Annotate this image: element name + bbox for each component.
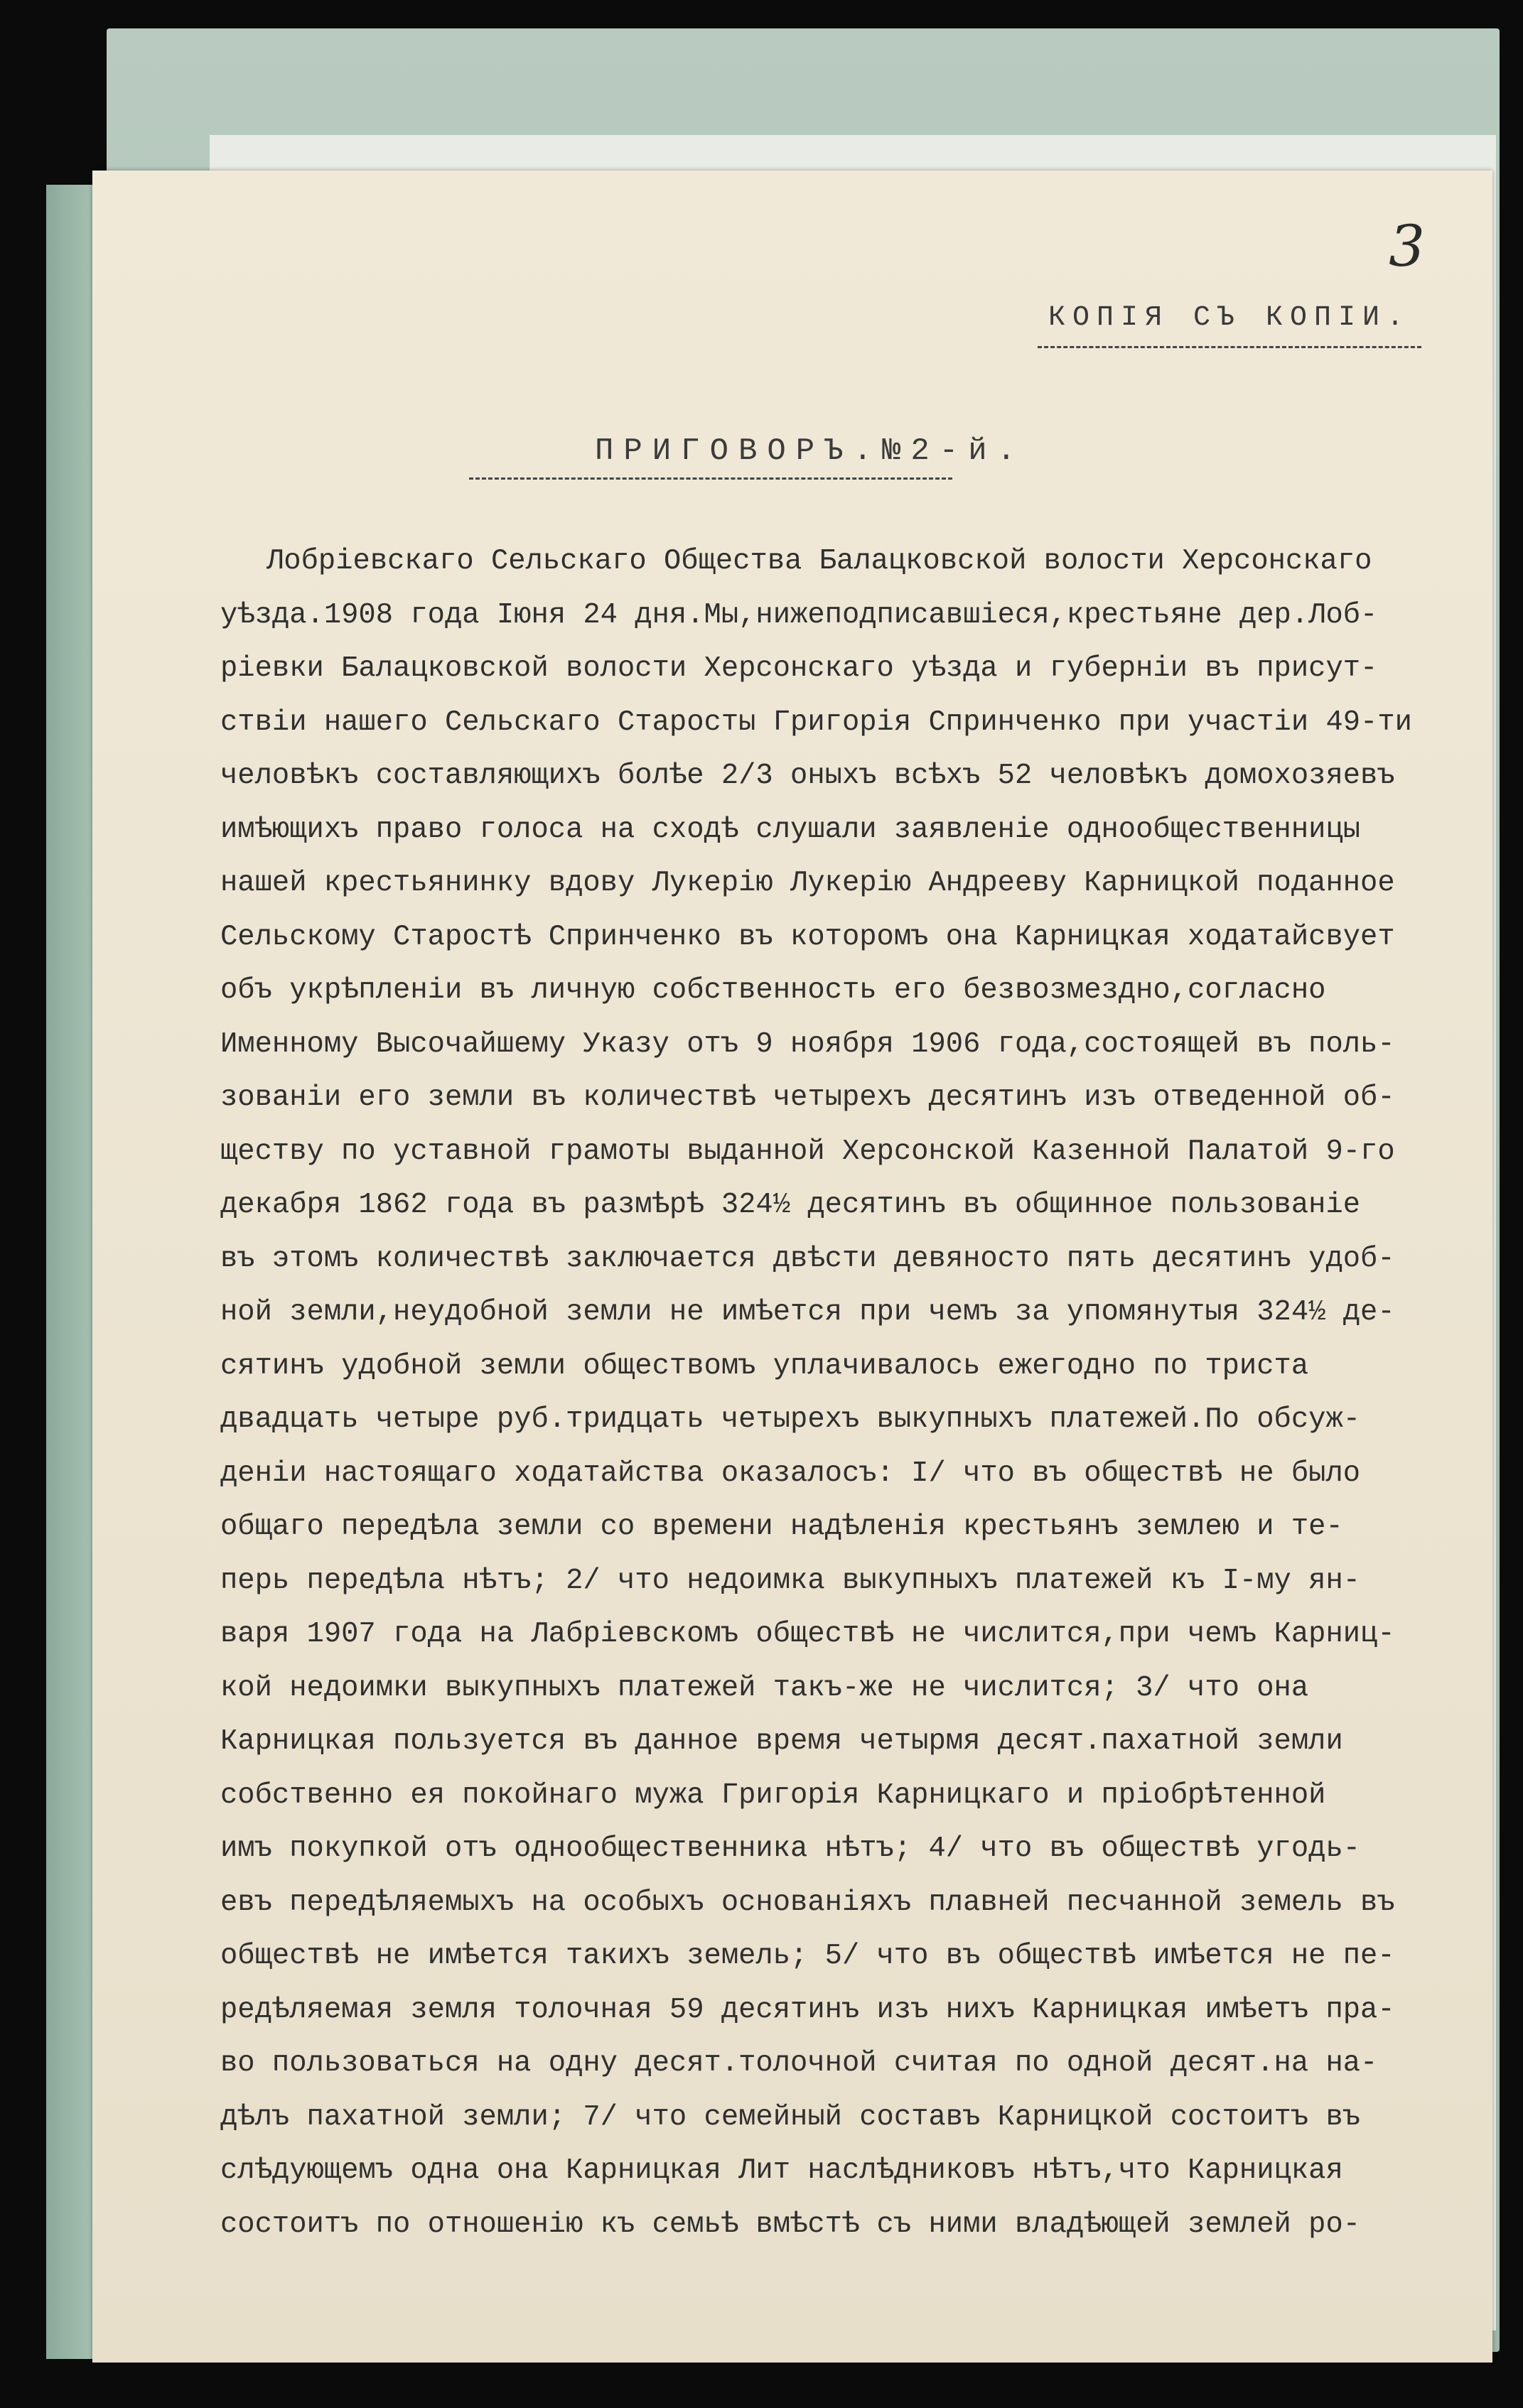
text-line: перь передѣла нѣтъ; 2/ что недоимка выкупныхъ платежей къ I-му ян-: [220, 1564, 1361, 1597]
text-line: ріевки Балацковской волости Херсонскаго уѣзда и губерніи въ присут-: [220, 652, 1378, 685]
text-line: объ укрѣпленіи въ личную собственность его безвозмездно,согласно: [220, 974, 1326, 1007]
text-line: уѣзда.1908 года Іюня 24 дня.Мы,нижеподписавшіеся,крестьяне дер.Лоб-: [220, 598, 1378, 632]
text-line: дѣлъ пахатной земли; 7/ что семейный составъ Карницкой состоитъ въ: [220, 2100, 1361, 2134]
text-line: Именному Высочайшему Указу отъ 9 ноября 1906 года,состоящей въ поль-: [220, 1027, 1395, 1061]
text-line: слѣдующемъ одна она Карницкая Лит наслѣдниковъ нѣтъ,что Карницкая: [220, 2154, 1343, 2187]
text-line: состоитъ по отношенію къ семьѣ вмѣстѣ съ ними владѣющей землей ро-: [220, 2208, 1361, 2241]
text-line: во пользоваться на одну десят.толочной считая по одной десят.на на-: [220, 2047, 1378, 2080]
document-title: ПРИГОВОРЪ.№2-й.: [594, 433, 1026, 469]
text-line: имѣющихъ право голоса на сходѣ слушали заявленіе однообщественницы: [220, 813, 1361, 846]
title-underline: [469, 477, 952, 480]
text-line: въ этомъ количествѣ заключается двѣсти девяносто пять десятинъ удоб-: [220, 1242, 1395, 1275]
text-line: кой недоимки выкупныхъ платежей такъ-же не числится; 3/ что она: [220, 1671, 1309, 1705]
text-line: двадцать четыре руб.тридцать четырехъ выкупныхъ платежей.По обсуж-: [220, 1403, 1361, 1436]
text-line: ной земли,неудобной земли не имѣется при чемъ за упомянутыя 324½ де-: [220, 1296, 1395, 1329]
text-line: обществѣ не имѣется такихъ земель; 5/ что въ обществѣ имѣется не пе-: [220, 1940, 1395, 1972]
text-line: Карницкая пользуется въ данное время четырмя десят.пахатной земли: [220, 1725, 1343, 1758]
text-line: декабря 1862 года въ размѣрѣ 324½ десятинъ въ общинное пользованіе: [220, 1189, 1361, 1221]
text-line: ществу по уставной грамоты выданной Херсонской Казенной Палатой 9-го: [220, 1135, 1395, 1168]
text-line: собственно ея покойнаго мужа Григорія Карницкаго и пріобрѣтенной: [220, 1778, 1326, 1812]
text-line: варя 1907 года на Лабріевскомъ обществѣ не числится,при чемъ Карниц-: [220, 1618, 1395, 1651]
text-line: зованіи его земли въ количествѣ четырехъ десятинъ изъ отведенной об-: [220, 1081, 1395, 1114]
text-line: евъ передѣляемыхъ на особыхъ основаніяхъ плавней песчанной земель въ: [220, 1886, 1395, 1919]
text-line: сятинъ удобной земли обществомъ уплачивалось ежегодно по триста: [220, 1349, 1309, 1383]
text-line: Лобріевскаго Сельскаго Общества Балацковской волости Херсонскаго: [267, 545, 1372, 578]
text-line: Сельскому Старостѣ Спринченко въ которомъ она Карницкая ходатайсвует: [220, 920, 1395, 954]
text-line: человѣкъ составляющихъ болѣе 2/3 оныхъ всѣхъ 52 человѣкъ домохозяевъ: [220, 760, 1395, 792]
text-line: ствіи нашего Сельскаго Старосты Григорія Спринченко при участіи 49-ти: [220, 706, 1412, 739]
text-line: деніи настоящаго ходатайства оказалосъ: I/ что въ обществѣ не было: [220, 1457, 1361, 1490]
text-line: имъ покупкой отъ однообщественника нѣтъ; 4/ что въ обществѣ угодь-: [220, 1832, 1361, 1865]
body-text: [92, 540, 1492, 2241]
copy-mark: КОПІЯ СЪ КОПІИ.: [1048, 302, 1411, 334]
copy-mark-underline: [1038, 346, 1421, 348]
text-line: нашей крестьянинку вдову Лукерію Лукерію Андрееву Карницкой поданное: [220, 867, 1395, 900]
document-page: [92, 171, 1492, 2363]
folio-number: 3: [1389, 213, 1425, 279]
text-line: общаго передѣла земли со времени надѣленія крестьянъ землею и те-: [220, 1511, 1343, 1543]
text-line: редѣляемая земля толочная 59 десятинъ изъ нихъ Карницкая имѣетъ пра-: [220, 1993, 1395, 2026]
